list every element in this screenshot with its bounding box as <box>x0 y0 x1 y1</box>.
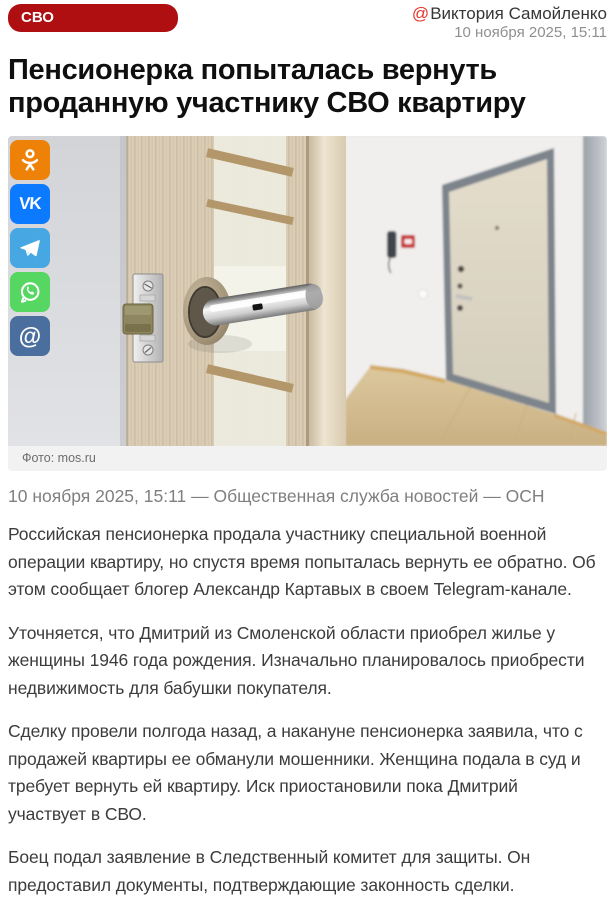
publish-date: 10 ноября 2025, 15:11 <box>454 24 607 41</box>
article-body <box>8 485 600 899</box>
header <box>8 3 607 42</box>
byline <box>412 3 607 42</box>
paragraph-3: Сделку провели полгода назад, а накануне пенсионерка заявила, что с продажей квартиры ее обманули мошенники. Женщина подала в суд и требует вернуть ей квартиру. Иск приостановили пока Дмитрий участвует в СВО. <box>8 721 583 824</box>
article-photo <box>8 136 607 446</box>
share-buttons <box>10 140 50 356</box>
category-badge[interactable]: СВО <box>8 4 178 32</box>
share-mailru-icon[interactable] <box>10 316 50 356</box>
vk-logo-glyph: VK <box>18 194 42 213</box>
paragraph-4: Боец подал заявление в Следственный комитет для защиты. Он предоставил документы, подтверждающие законность сделки. <box>8 847 531 895</box>
author-name: Виктория Самойленко <box>430 4 607 23</box>
share-whatsapp-icon[interactable] <box>10 272 50 312</box>
article-figure <box>8 136 607 471</box>
author-link[interactable] <box>412 4 607 24</box>
share-vk-icon[interactable] <box>10 184 50 224</box>
mailru-at-glyph: @ <box>18 323 42 349</box>
share-telegram-icon[interactable] <box>10 228 50 268</box>
door-photo-illustration <box>8 136 607 446</box>
photo-caption: Фото: mos.ru <box>8 446 607 471</box>
at-sign: @ <box>411 4 430 23</box>
headline: Пенсионерка попыталась вернуть проданную участнику СВО квартиру <box>8 54 526 119</box>
paragraph-2: Уточняется, что Дмитрий из Смоленской области приобрел жилье у женщины 1946 года рождения. Изначально планировалось приобрести недвижимость для бабушки покупателя. <box>8 622 585 698</box>
share-odnoklassniki-icon[interactable] <box>10 140 50 180</box>
paragraph-1: Российская пенсионерка продала участнику специальной военной операции квартиру, но спустя время попыталась вернуть ее обратно. Об этом сообщает блогер Александр Картавых в своем Telegram-канале. <box>8 524 596 599</box>
dateline: 10 ноября 2025, 15:11 — Общественная служба новостей — ОСН <box>8 486 545 506</box>
